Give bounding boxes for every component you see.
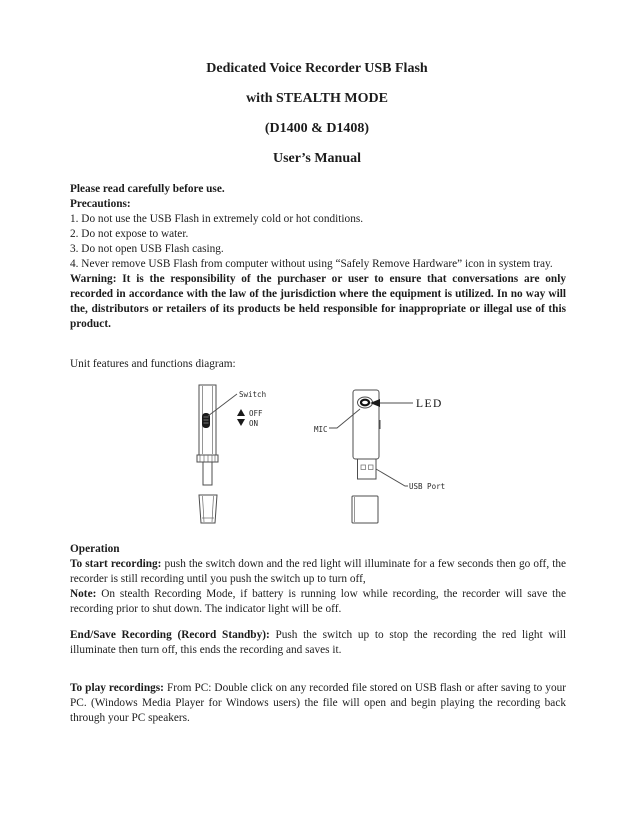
device-diagram — [180, 370, 470, 530]
usb-contact — [369, 465, 374, 470]
usb-port-label: USB Port — [409, 482, 446, 491]
down-triangle-icon — [237, 419, 245, 426]
note-label: Note: — [70, 588, 97, 600]
document-title-line: Dedicated Voice Recorder USB Flash — [206, 61, 428, 76]
mic-label: MIC — [314, 425, 328, 434]
cap-drawing — [352, 496, 378, 523]
on-label: ON — [249, 419, 259, 428]
document-title-line: (D1400 & D1408) — [264, 121, 370, 136]
read-notice: Please read carefully before use. — [70, 183, 225, 195]
cap-drawing — [199, 495, 217, 523]
precaution-item: 1. Do not use the USB Flash in extremely cold or hot conditions. — [70, 213, 364, 225]
play-recordings-text: From PC: Double click on any recorded file stored on USB flash or after saving to your PC. (Windows Media Player for Windows users) the file will open and begin playing the recording back through your PC speakers. — [70, 682, 566, 724]
end-save-paragraph — [70, 628, 566, 658]
note-text: On stealth Recording Mode, if battery is running low while recording, the recorder will save the recording prior to shut down. The indicator light will be off. — [70, 588, 566, 615]
off-label: OFF — [249, 409, 263, 418]
document-title — [0, 62, 634, 182]
switch-label: Switch — [239, 390, 267, 399]
play-recordings-paragraph — [70, 681, 566, 726]
usb-contact — [361, 465, 366, 470]
start-recording-paragraph — [70, 557, 566, 587]
start-recording-text: push the switch down and the red light will illuminate for a few seconds then go off, the recorder is still recording until you push the switch up to turn off, — [70, 558, 566, 585]
right-device-drawing — [314, 390, 445, 523]
precaution-item: 3. Do not open USB Flash casing. — [70, 243, 224, 255]
usb-stem-side — [203, 462, 212, 485]
document-title-line: User’s Manual — [272, 151, 361, 166]
warning-paragraph: Warning: It is the responsibility of the purchaser or user to ensure that conversations are only recorded in accordance with the law of the jurisdiction where the equipment is utilized. In no way will the, distributors or retailers of its products be held responsible for inappropriate or illegal use of this product. — [70, 273, 566, 330]
end-save-label: End/Save Recording (Record Standby): — [70, 629, 270, 641]
note-paragraph — [70, 587, 566, 617]
document-title-line: with STEALTH MODE — [246, 91, 388, 106]
precaution-item: 4. Never remove USB Flash from computer without using “Safely Remove Hardware” icon in system tray. — [70, 258, 553, 270]
up-triangle-icon — [237, 409, 245, 416]
precautions-heading: Precautions: — [70, 198, 131, 210]
operation-section — [70, 542, 566, 726]
led-label: LED — [416, 398, 443, 410]
end-save-text: Push the switch up to stop the recording the red light will illuminate then turn off, this ends the recording and saves it. — [70, 629, 566, 656]
intro-section — [70, 182, 566, 332]
play-recordings-label: To play recordings: — [70, 682, 164, 694]
precaution-item: 2. Do not expose to water. — [70, 228, 189, 240]
start-recording-label: To start recording: — [70, 558, 162, 570]
left-device-drawing — [197, 385, 266, 523]
led-ring — [361, 400, 369, 406]
operation-heading: Operation — [70, 543, 120, 555]
diagram-caption: Unit features and functions diagram: — [70, 358, 236, 371]
